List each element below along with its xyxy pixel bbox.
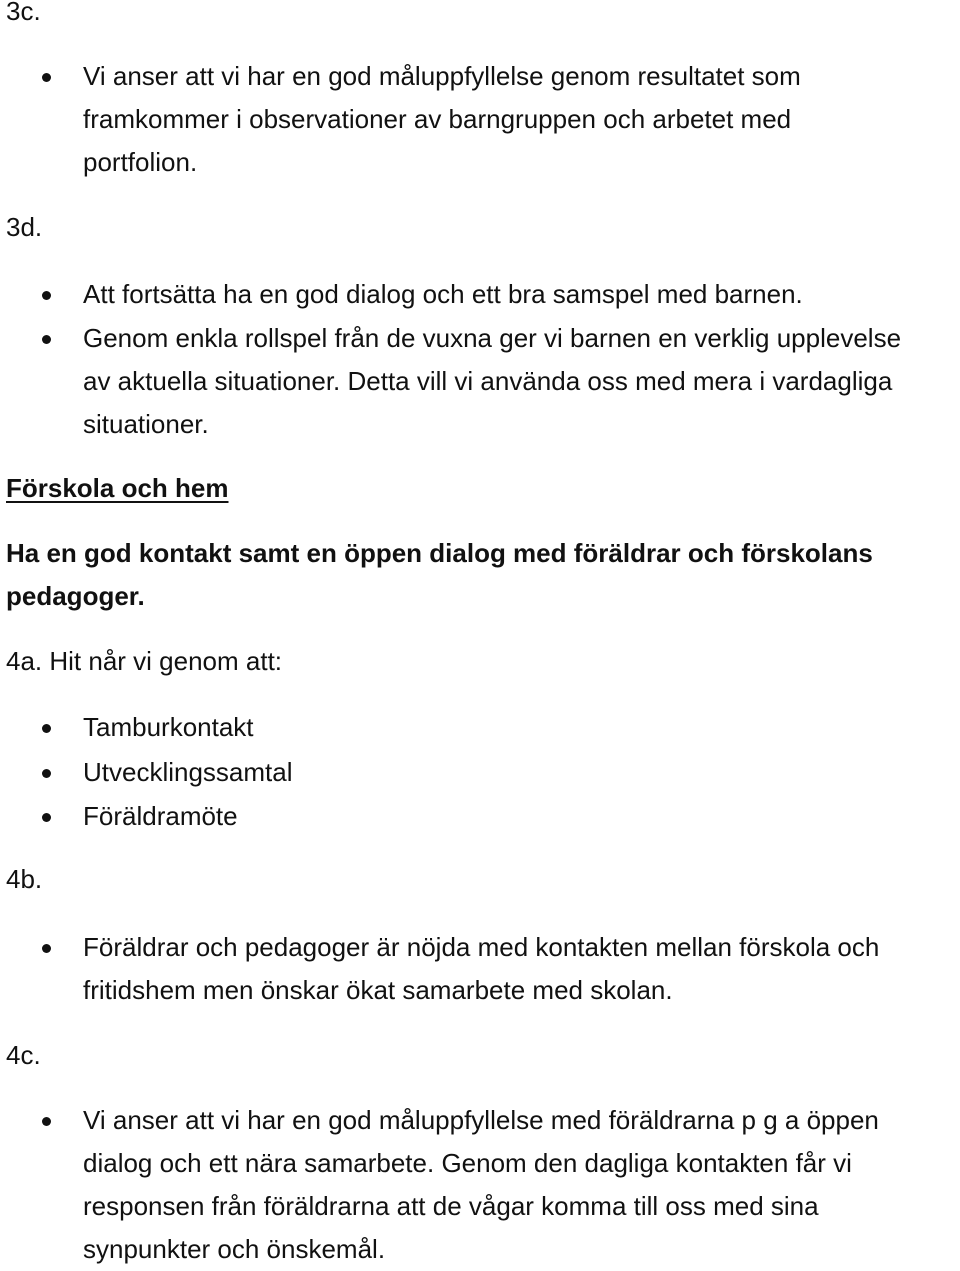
list-item-line: Utvecklingssamtal <box>83 757 293 787</box>
list-item-line: Att fortsätta ha en god dialog och ett bra samspel med barnen. <box>83 279 803 309</box>
section-label-3c: 3c. <box>6 0 41 26</box>
section-label-3d: 3d. <box>6 212 43 242</box>
section-label-4c: 4c. <box>6 1040 41 1070</box>
list-item <box>83 795 238 838</box>
bullet-icon <box>42 944 51 953</box>
list-item-line: Vi anser att vi har en god måluppfyllelse genom resultatet som <box>83 61 801 91</box>
list-item-line: synpunkter och önskemål. <box>83 1234 386 1264</box>
list-item-line: situationer. <box>83 409 209 439</box>
list-item-line: Tamburkontakt <box>83 712 254 742</box>
list-item <box>83 273 803 316</box>
list-item-line: framkommer i observationer av barngruppen och arbetet med <box>83 104 792 134</box>
section-label-4b: 4b. <box>6 864 43 894</box>
list-item-line: dialog och ett nära samarbete. Genom den dagliga kontakten får vi <box>83 1148 852 1178</box>
list-item-line: Föräldramöte <box>83 801 238 831</box>
list-item-line: responsen från föräldrarna att de vågar komma till oss med sina <box>83 1191 819 1221</box>
list-item-line: Vi anser att vi har en god måluppfyllelse med föräldrarna p g a öppen <box>83 1105 879 1135</box>
goal-line: Ha en god kontakt samt en öppen dialog med föräldrar och förskolans <box>6 538 873 568</box>
list-item-line: portfolion. <box>83 147 198 177</box>
list-item <box>83 55 801 184</box>
list-item <box>83 926 879 1012</box>
list-item-line: fritidshem men önskar ökat samarbete med skolan. <box>83 975 673 1005</box>
bullet-icon <box>42 769 51 778</box>
bullet-icon <box>42 724 51 733</box>
list-item <box>83 1099 879 1271</box>
list-item <box>83 317 901 446</box>
bullet-icon <box>42 813 51 822</box>
bullet-icon <box>42 1117 51 1126</box>
list-item <box>83 751 293 794</box>
list-item-line: av aktuella situationer. Detta vill vi använda oss med mera i vardagliga <box>83 366 893 396</box>
list-item-line: Genom enkla rollspel från de vuxna ger vi barnen en verklig upplevelse <box>83 323 902 353</box>
goal-statement <box>6 532 873 618</box>
goal-line: pedagoger. <box>6 581 145 611</box>
list-item <box>83 706 254 749</box>
section-heading: Förskola och hem <box>6 473 229 503</box>
bullet-icon <box>42 291 51 300</box>
bullet-icon <box>42 335 51 344</box>
list-item-line: Föräldrar och pedagoger är nöjda med kontakten mellan förskola och <box>83 932 880 962</box>
bullet-icon <box>42 73 51 82</box>
section-label-4a: 4a. Hit når vi genom att: <box>6 646 283 676</box>
